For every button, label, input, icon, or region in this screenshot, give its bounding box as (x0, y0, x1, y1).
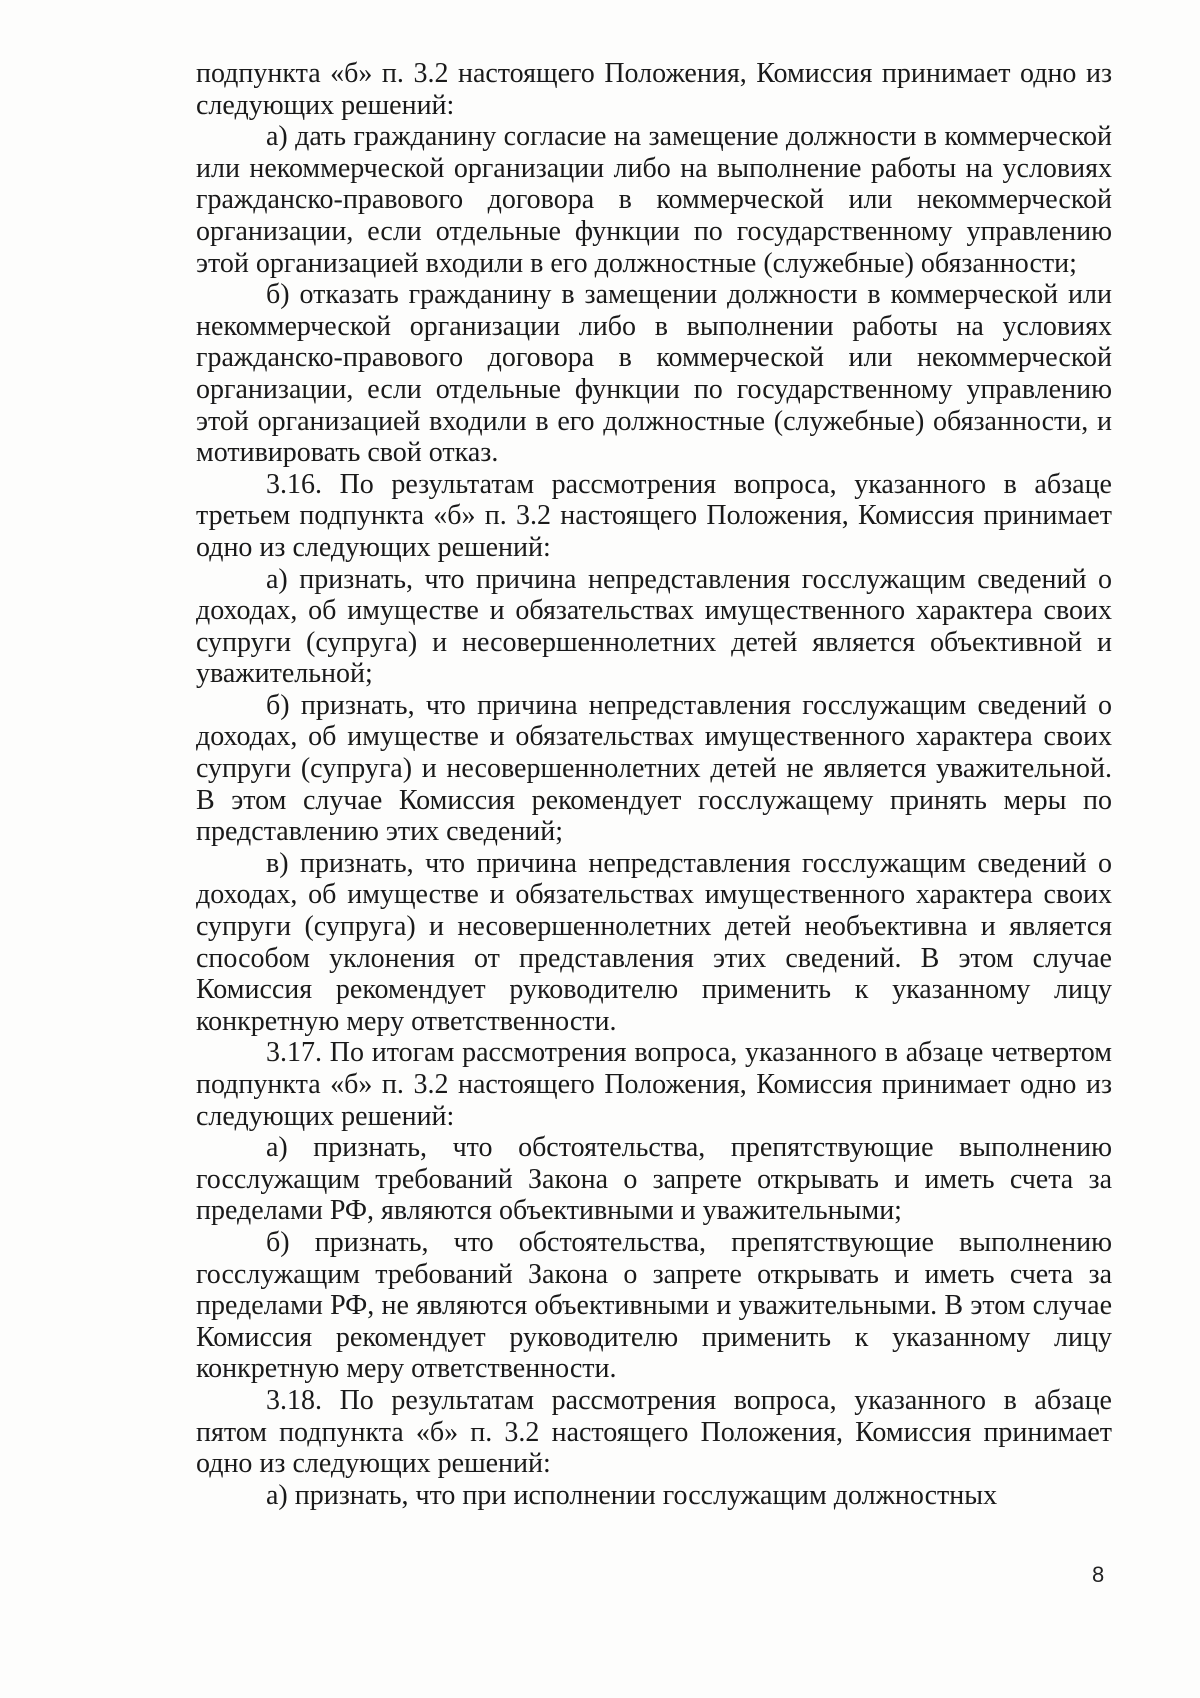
paragraph-3-17: 3.17. По итогам рассмотрения вопроса, указанного в абзаце четвертом подпункта «б» п. 3.2 настоящего Положения, Комиссия принимает одно из следующих решений: (196, 1037, 1112, 1132)
paragraph-3-18: 3.18. По результатам рассмотрения вопроса, указанного в абзаце пятом подпункта «б» п. 3.2 настоящего Положения, Комиссия принимает одно из следующих решений: (196, 1384, 1112, 1480)
paragraph-3-16-v: в) признать, что причина непредставления госслужащим сведений о доходах, об имуществе и обязательствах имущественного характера своих супруги (супруга) и несовершеннолетних детей необъективна и является способом уклонения от представления этих сведений. В этом случае Комиссия рекомендует руководителю применить к указанному лицу конкретную меру ответственности. (196, 847, 1112, 1037)
paragraph-continuation: подпункта «б» п. 3.2 настоящего Положения, Комиссия принимает одно из следующих решений: (196, 58, 1112, 121)
paragraph-3-17-b: б) признать, что обстоятельства, препятствующие выполнению госслужащим требований Закона о запрете открывать и иметь счета за пределами РФ, не являются объективными и уважительными. В этом случае Комиссия рекомендует руководителю применить к указанному лицу конкретную меру ответственности. (196, 1226, 1112, 1385)
paragraph-3-16-b: б) признать, что причина непредставления госслужащим сведений о доходах, об имуществе и обязательствах имущественного характера своих супруги (супруга) и несовершеннолетних детей не является уважительной. В этом случае Комиссия рекомендует госслужащему принять меры по представлению этих сведений; (196, 689, 1112, 848)
paragraph-3-16: 3.16. По результатам рассмотрения вопроса, указанного в абзаце третьем подпункта «б» п. 3.2 настоящего Положения, Комиссия принимает одно из следующих решений: (196, 468, 1112, 563)
paragraph-3-18-a: а) признать, что при исполнении госслужащим должностных (266, 1479, 998, 1511)
paragraph-3-15-b: б) отказать гражданину в замещении должности в коммерческой или некоммерческой организации либо в выполнении работы на условиях гражданско-правового договора в коммерческой или некоммерческой организации, если отдельные функции по государственному управлению этой организацией входили в его должностные (служебные) обязанности, и мотивировать свой отказ. (196, 279, 1112, 469)
paragraph-3-15-a: а) дать гражданину согласие на замещение должности в коммерческой или некоммерческой организации либо на выполнение работы на условиях гражданско-правового договора в коммерческой или некоммерческой организации, если отдельные функции по государственному управлению этой организацией входили в его должностные (служебные) обязанности; (196, 121, 1112, 279)
paragraph-3-17-a: а) признать, что обстоятельства, препятствующие выполнению госслужащим требований Закона о запрете открывать и иметь счета за пределами РФ, являются объективными и уважительными; (196, 1132, 1112, 1227)
paragraph-3-16-a: а) признать, что причина непредставления госслужащим сведений о доходах, об имуществе и обязательствах имущественного характера своих супруги (супруга) и несовершеннолетних детей является объективной и уважительной; (196, 563, 1112, 690)
page-number: 8 (1092, 1562, 1105, 1587)
document-body (196, 58, 1112, 1511)
